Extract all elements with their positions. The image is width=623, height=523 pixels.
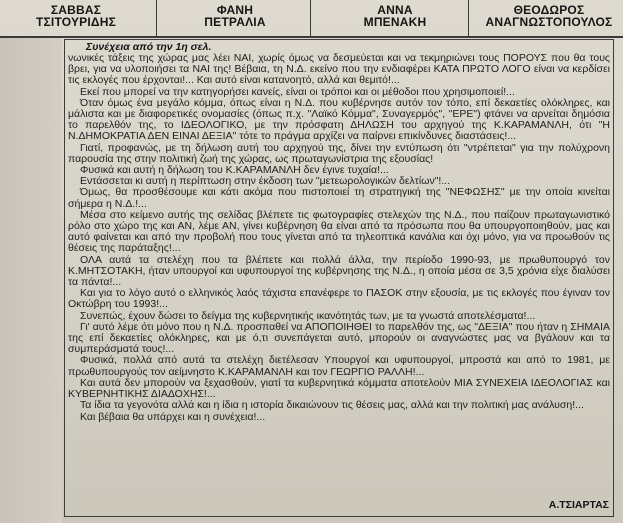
article-paragraph: Όταν όμως ένα μεγάλο κόμμα, όπως είναι η Ν.Δ. που κυβέρνησε αυτόν τον τόπο, επί δεκαετίες ολόκληρες, και μάλιστα και με διαφορετικές ονομασίες (όπως π.χ. "Λαϊκό Κόμμα", Συναγερμός", "ΕΡΕ") φτάνει να αρνείται δημόσια το παρελθόν της, το ΙΔΕΟΛΟΓΙΚΟ, με την πρόσφατη ΔΗΛΩΣΗ του αρχηγού της Κ.ΚΑΡΑΜΑΝΛΗ, ότι "Η Ν.ΔΗΜΟΚΡΑΤΙΑ ΔΕΝ ΕΙΝΑΙ ΔΕΞΙΑ" τότε το πράγμα αρχίζει να παίρνει επικίνδυνες διαστάσεις!... (68, 96, 610, 143)
article-paragraph: Συνεπώς, έχουν δώσει το δείγμα της κυβερνητικής ικανότητάς των, με τα γνωστά αποτελέσματα!... (80, 309, 536, 322)
author-name-4 (480, 4, 618, 28)
author-name-3 (340, 4, 450, 28)
article-paragraph: Τα ίδια τα γεγονότα αλλά και η ίδια η ιστορία δικαιώνουν τις θέσεις μας, αλλά και την πολιτική μας ανάλυση!... (80, 399, 584, 412)
article-paragraph: Μέσα στο κείμενο αυτής της σελίδας βλέπετε τις φωτογραφίες στελεχών της Ν.Δ., που παίζουν πρωταγωνιστικό ρόλο στο χώρο της και ΑΝ, λέμε ΑΝ, γίνει κυβέρνηση θα είναι από τα πρόσωπα που θα υπουργοποιηθούν, μας και αυτό φαίνεται και από την προβολή που τους γίνεται από τα τηλεοπτικά κανάλια και όχι μόνο, για να προωθούν τις θέσεις της παράταξης!... (68, 208, 610, 255)
column-divider (468, 0, 469, 36)
author-signature: Α.ΤΣΙΑΡΤΑΣ (548, 499, 609, 511)
article-paragraph: Και για το λόγο αυτό ο ελληνικός λαός τάχιστα επανέφερε το ΠΑΣΟΚ στην εξουσία, με τις εκλογές που έγιναν τον Οκτώβρη του 1993!... (68, 287, 610, 311)
author-header (0, 0, 623, 38)
page-margin (0, 37, 62, 523)
header-rule (0, 36, 623, 38)
article-paragraph: Και βέβαια θα υπάρχει και η συνέχεια!... (80, 410, 266, 423)
article-paragraph: Γι' αυτό λέμε ότι μόνο που η Ν.Δ. προσπαθεί να ΑΠΟΠΟΙΗΘΕΙ το παρελθόν της, ως "ΔΕΞΙΑ" που ήταν η ΣΗΜΑΙΑ της επί δεκαετίες ολόκληρες, και με ό,τι συνεπάγεται αυτό, μπορούν οι αναγνώστες μας να βγάλουν και τα συμπεράσματά τους!... (68, 320, 610, 356)
column-divider (310, 0, 311, 36)
article-paragraph: Όμως, θα προσθέσουμε και κάτι ακόμα που πιστοποιεί τη στρατηγική της "ΝΕΦΩΣΗΣ" με την οποία κινείται σήμερα η Ν.Δ.!... (68, 186, 610, 210)
article-paragraph: Εκεί που μπορεί να την κατηγορήσει κανείς, είναι οι τρόποι και οι μέθοδοι που χρησιμοποιεί!... (80, 85, 515, 98)
article-paragraph: Φυσικά και αυτή η δήλωση του Κ.ΚΑΡΑΜΑΝΛΗ δεν έγινε τυχαία!... (80, 164, 389, 177)
author-name-3-last: ΜΠΕΝΑΚΗ (363, 15, 427, 29)
author-name-1-last: ΤΣΙΤΟΥΡΙΔΗΣ (35, 15, 116, 29)
author-name-2-first: ΦΑΝΗ (216, 3, 254, 17)
article-paragraph: νωνικές τάξεις της χώρας μας λέει ΝΑΙ, χωρίς όμως να δεσμεύεται και να τεκμηριώνει τους ΠΟΡΟΥΣ που θα τους βρει, για να υλοποιήσει τα ΝΑΙ της! Βέβαια, τη Ν.Δ. εκείνο που την ενδιαφέρει ΚΑΤΑ ΠΡΩΤΟ ΛΟΓΟ είναι να κερδίσει τις εκλογές που έρχονται!... Και αυτό είναι κατανοητό, αλλά και θεμιτό!... (68, 52, 610, 87)
author-name-4-first: ΘΕΟΔΩΡΟΣ (513, 3, 585, 17)
article-paragraph: Γιατί, προφανώς, με τη δήλωση αυτή του αρχηγού της, δίνει την εντύπωση ότι "ντρέπεται" για την πολύχρονη παρουσία της στην πολιτική ζωή της χώρας, ως πρωταγωνίστρια της εξουσίας! (68, 141, 610, 165)
article-body (68, 41, 610, 423)
author-name-4-last: ΑΝΑΓΝΩΣΤΟΠΟΥΛΟΣ (485, 15, 613, 29)
article-paragraph: Εντάσσεται κι αυτή η περίπτωση στην έκδοση των "μετεωρολογικών δελτίων"!... (80, 175, 451, 188)
continuation-kicker: Συνέχεια από την 1η σελ. (86, 41, 212, 53)
article-paragraph: ΟΛΑ αυτά τα στελέχη που τα βλέπετε και πολλά άλλα, την περίοδο 1990-93, με πρωθυπουργό τον Κ.ΜΗΤΣΟΤΑΚΗ, ήταν υπουργοί και υφυπουργοί της κυβέρνησης της Ν.Δ., η οποία μέσα σε 3,5 χρόνια είχε διαλύσει τα πάντα!... (68, 253, 610, 289)
author-name-1 (22, 4, 130, 28)
author-name-1-first: ΣΑΒΒΑΣ (50, 3, 102, 17)
author-name-3-first: ΑΝΝΑ (377, 3, 413, 17)
article-paragraph: Φυσικά, πολλά από αυτά τα στελέχη διετέλεσαν Υπουργοί και υφυπουργοί, μπροστά και από το 1981, με πρωθυπουργούς τον αείμνηστο Κ.ΚΑΡΑΜΑΝΛΗ και τον ΓΕΩΡΓΙΟ ΡΑΛΛΗ!... (68, 354, 610, 378)
author-name-2-last: ΠΕΤΡΑΛΙΑ (204, 15, 266, 29)
column-divider (156, 0, 157, 36)
article-paragraph: Και αυτά δεν μπορούν να ξεχασθούν, γιατί τα κυβερνητικά κόμματα αποτελούν ΜΙΑ ΣΥΝΕΧΕΙΑ ΙΔΕΟΛΟΓΙΑΣ και ΚΥΒΕΡΝΗΤΙΚΗΣ ΔΙΑΔΟΧΗΣ!... (68, 376, 610, 401)
author-name-2 (180, 4, 290, 28)
